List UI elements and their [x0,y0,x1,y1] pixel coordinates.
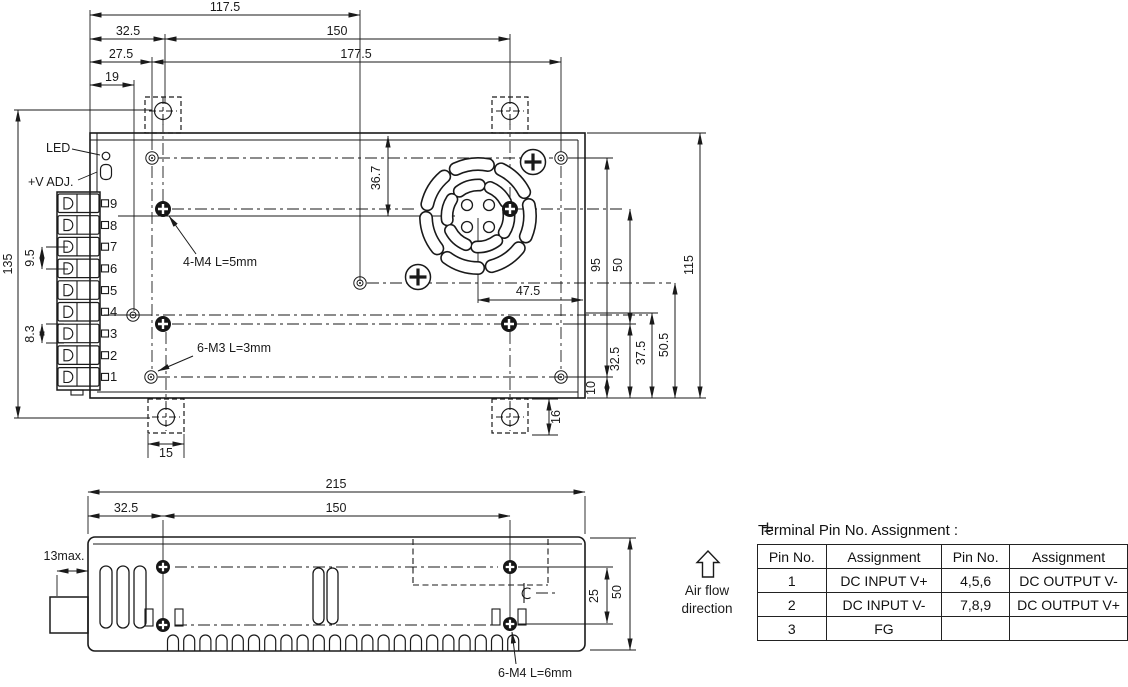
m4-bottom-screw-icon [503,560,517,574]
cell-assignment: DC INPUT V- [826,593,942,617]
dim-16: 16 [549,410,563,424]
dim-9-5: 9.5 [23,249,37,267]
m3-screw-icon [555,152,567,164]
cell-pin: 4,5,6 [942,569,1010,593]
dim-50: 50 [611,258,625,272]
tab-hole-icon [496,97,524,125]
earth-ground-icon [761,522,774,534]
dim-47-5: 47.5 [515,284,541,298]
dim-37-5: 37.5 [634,340,648,366]
table-row [758,569,1128,593]
up-arrow-icon [697,551,719,577]
table-row [758,593,1128,617]
pin-label: 6 [110,261,118,276]
bottom-vent-row [168,635,519,651]
pin-label: 5 [110,283,118,298]
cell-pin: 7,8,9 [942,593,1010,617]
col-header-pin-no: Pin No. [758,545,827,569]
m4-screw-icon [502,201,518,217]
dim-36-7: 36.7 [369,165,383,191]
dim-215: 215 [325,477,347,491]
dim-117-5: 117.5 [209,0,241,14]
fg-label: FG [874,620,894,637]
pin-label: 7 [110,239,118,254]
m4-bottom-screw-icon [156,560,170,574]
pin-assignment-table [757,544,1128,641]
cell-assignment [826,617,942,641]
cell-assignment [1010,617,1128,641]
cell-assignment: DC OUTPUT V- [1010,569,1128,593]
cell-pin: 2 [758,593,827,617]
dim-13max: 13max. [43,549,85,563]
pin-label: 1 [110,369,118,384]
top-view-dim-labels [1,0,696,460]
pin-assignment-section [757,522,1128,641]
m4-bottom-screw-icon [156,618,170,632]
led-leader-line [72,149,100,155]
pin-label: 4 [110,304,118,319]
dim-10: 10 [584,381,598,395]
cell-assignment: DC INPUT V+ [826,569,942,593]
tab-hole-icon [152,403,180,431]
centerline-symbol-icon [522,583,530,603]
m4-bottom-screw-icon [503,617,517,631]
dim-115: 115 [682,255,696,275]
side-view [44,477,625,680]
m4-screw-icon [501,316,517,332]
dim-15: 15 [159,446,173,460]
pin-label: 3 [110,326,118,341]
side-view-dim-labels [44,477,625,680]
cell-pin: 1 [758,569,827,593]
table-header-row [758,545,1128,569]
dim-50-5: 50.5 [657,332,671,358]
m4-screw-icon [155,316,171,332]
dim-32-5: 32.5 [115,24,141,38]
cell-assignment: DC OUTPUT V+ [1010,593,1128,617]
tab-hole-icon [496,403,524,431]
led-indicator-icon [102,152,110,160]
airflow-label-line1: Air flow [684,583,730,598]
dim-150-side: 150 [325,501,347,515]
dim-32-5-side: 32.5 [113,501,139,515]
v-adj-label: +V ADJ. [28,175,74,189]
dim-27-5: 27.5 [108,47,134,61]
terminal-block [57,192,109,395]
fan-screw-icon [406,265,431,290]
dim-19: 19 [105,70,119,84]
pin-label: 8 [110,218,118,233]
m3-screw-icon [145,371,157,383]
dim-150: 150 [326,24,348,38]
extension-lines [14,10,706,650]
m4-screw-icon [155,201,171,217]
table-row [758,617,1128,641]
fan-grille-icon [426,164,530,268]
m3-screw-icon [146,152,158,164]
dashed-fan-footprint [413,539,548,585]
col-header-assignment-2: Assignment [1010,545,1128,569]
fan-screw-icon [521,150,546,175]
top-view [1,0,706,664]
dim-8-3: 8.3 [23,325,37,343]
dim-177-5: 177.5 [340,47,372,61]
m4-bottom-screw-label: 6-M4 L=6mm [498,666,572,680]
m4-screw-label: 4-M4 L=5mm [183,255,257,269]
led-label: LED [46,141,71,155]
pin-label: 2 [110,348,118,363]
pin-number-labels [110,196,117,384]
cell-pin: 3 [758,617,827,641]
dim-135: 135 [1,253,15,275]
tab-hole-icon [149,97,177,125]
dim-25: 25 [587,589,601,603]
cell-pin [942,617,1010,641]
vadj-leader-line [78,172,97,180]
m3-screw-label: 6-M3 L=3mm [197,341,271,355]
airflow [681,551,732,616]
centerlines [140,118,671,625]
pin-label: 9 [110,196,118,211]
col-header-pin-no-2: Pin No. [942,545,1010,569]
voltage-adjust-pot-icon [101,165,112,180]
airflow-label-line2: direction [681,601,733,616]
dim-32-5-right: 32.5 [608,346,622,372]
pin-table-title: Terminal Pin No. Assignment : [758,522,959,539]
terminal-block-side [50,597,88,633]
dim-95: 95 [589,258,603,272]
col-header-assignment: Assignment [826,545,942,569]
dim-50-side: 50 [610,585,624,599]
